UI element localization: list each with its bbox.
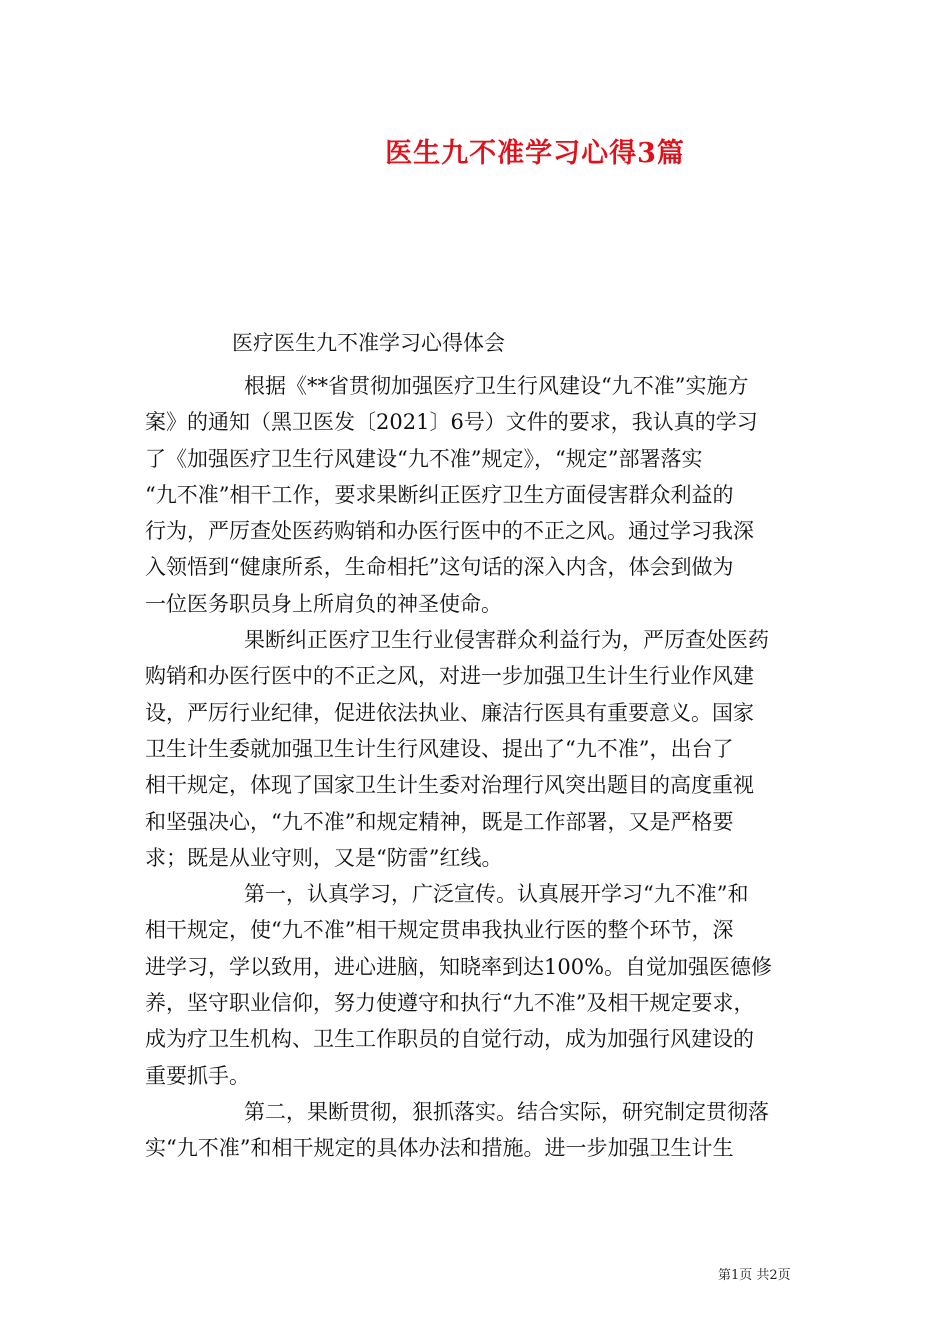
page-footer: 第1页 共2页 [718, 1268, 791, 1283]
paragraph-line: 第一，认真学习，广泛宣传。认真展开学习“九不准”和 [244, 882, 749, 907]
paragraph-line: 果断纠正医疗卫生行业侵害群众利益行为，严厉查处医药 [244, 628, 769, 653]
paragraph-line: 和坚强决心，“九不准”和规定精神，既是工作部署，又是严格要 [145, 809, 734, 834]
paragraph-2 [145, 622, 813, 876]
paragraph-line: 相干规定，使“九不准”相干规定贯串我执业行医的整个环节，深 [145, 918, 734, 943]
paragraph-3 [145, 876, 813, 1094]
paragraph-line: 成为疗卫生机构、卫生工作职员的自觉行动，成为加强行风建设的 [145, 1027, 754, 1052]
paragraph-line: 了《加强医疗卫生行风建设“九不准”规定》，“规定”部署落实 [145, 446, 703, 471]
document-title: 医生九不准学习心得3篇 [385, 138, 685, 169]
paragraph-line: 设，严厉行业纪律，促进依法执业、廉洁行医具有重要意义。国家 [145, 700, 754, 725]
paragraph-1 [145, 368, 813, 622]
paragraph-line: 相干规定，体现了国家卫生计生委对治理行风突出题目的高度重视 [145, 773, 754, 798]
paragraph-line: 行为，严厉查处医药购销和办医行医中的不正之风。通过学习我深 [145, 519, 754, 544]
paragraph-line: 实“九不准”和相干规定的具体办法和措施。进一步加强卫生计生 [145, 1136, 734, 1161]
paragraph-line: “九不准”相干工作，要求果断纠正医疗卫生方面侵害群众利益的 [145, 482, 734, 507]
paragraph-line: 重要抓手。 [145, 1063, 250, 1088]
paragraph-line: 养，坚守职业信仰，努力使遵守和执行“九不准”及相干规定要求， [145, 991, 755, 1016]
paragraph-line: 进学习，学以致用，进心进脑，知晓率到达100%。自觉加强医德修 [145, 954, 773, 979]
paragraph-line: 根据《**省贯彻加强医疗卫生行风建设“九不准”实施方 [244, 374, 749, 398]
paragraph-line: 第二，果断贯彻，狠抓落实。结合实际，研究制定贯彻落 [244, 1099, 769, 1124]
paragraph-line: 购销和办医行医中的不正之风，对进一步加强卫生计生行业作风建 [145, 664, 754, 689]
paragraph-line: 入领悟到“健康所系，生命相托”这句话的深入内含，体会到做为 [145, 555, 734, 580]
paragraph-line: 卫生计生委就加强卫生计生行风建设、提出了“九不准”，出台了 [145, 736, 734, 761]
paragraph-line: 案》的通知（黑卫医发〔2021〕6号）文件的要求，我认真的学习 [145, 410, 758, 435]
document-subtitle: 医疗医生九不准学习心得体会 [232, 331, 505, 355]
paragraph-line: 一位医务职员身上所肩负的神圣使命。 [145, 591, 502, 616]
document-body [145, 368, 813, 1167]
paragraph-line: 求；既是从业守则，又是“防雷”红线。 [145, 845, 503, 870]
paragraph-4 [145, 1094, 813, 1167]
